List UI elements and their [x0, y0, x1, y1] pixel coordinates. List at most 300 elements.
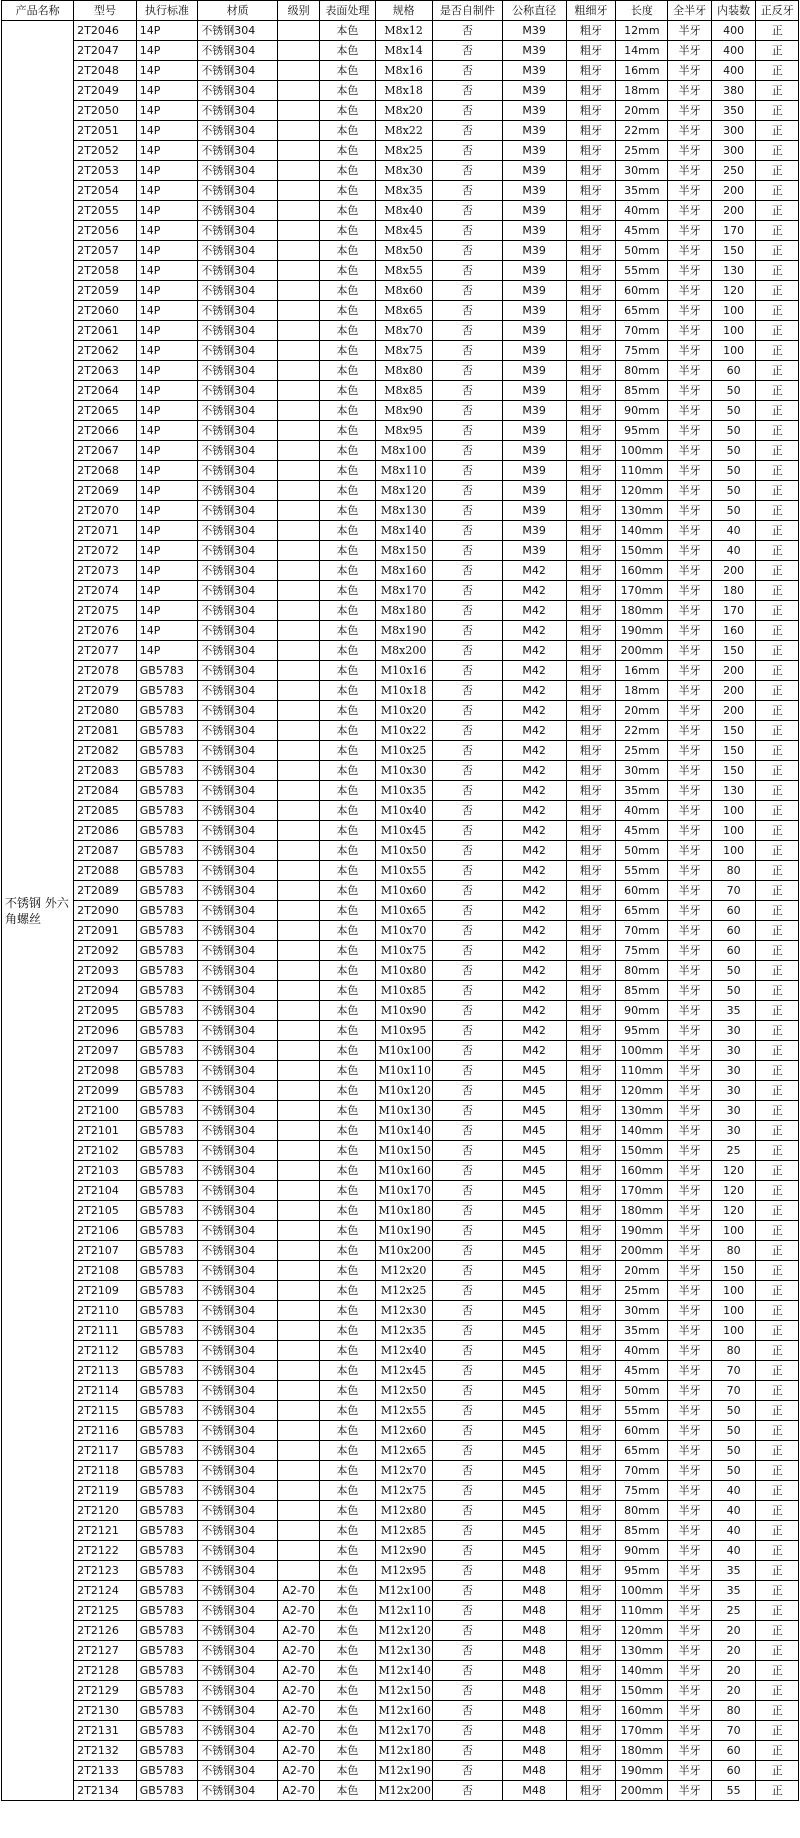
cell-thread-pitch: 粗牙	[566, 161, 616, 181]
cell-thread-type: 半牙	[668, 961, 712, 981]
cell-nominal-diameter: M42	[502, 961, 566, 981]
cell-thread-pitch: 粗牙	[566, 1541, 616, 1561]
cell-nominal-diameter: M39	[502, 21, 566, 41]
cell-length: 110mm	[616, 1061, 668, 1081]
cell-model: 2T2093	[74, 961, 137, 981]
cell-surface: 本色	[320, 1401, 375, 1421]
cell-thread-type: 半牙	[668, 1221, 712, 1241]
table-row	[2, 1661, 799, 1681]
cell-spec: M12x55	[375, 1401, 432, 1421]
cell-surface: 本色	[320, 1321, 375, 1341]
cell-pack-qty: 400	[711, 21, 756, 41]
cell-standard: 14P	[136, 301, 198, 321]
cell-thread-pitch: 粗牙	[566, 1601, 616, 1621]
cell-thread-pitch: 粗牙	[566, 941, 616, 961]
cell-material: 不锈钢304	[198, 141, 278, 161]
cell-thread-type: 半牙	[668, 501, 712, 521]
cell-nominal-diameter: M45	[502, 1181, 566, 1201]
cell-material: 不锈钢304	[198, 781, 278, 801]
cell-surface: 本色	[320, 101, 375, 121]
cell-material: 不锈钢304	[198, 1121, 278, 1141]
cell-self-made: 否	[432, 1381, 502, 1401]
cell-thread-pitch: 粗牙	[566, 321, 616, 341]
cell-thread-direction: 正	[756, 1041, 799, 1061]
cell-standard: GB5783	[136, 1581, 198, 1601]
cell-nominal-diameter: M48	[502, 1641, 566, 1661]
cell-surface: 本色	[320, 1741, 375, 1761]
cell-pack-qty: 200	[711, 181, 756, 201]
table-row	[2, 741, 799, 761]
cell-nominal-diameter: M48	[502, 1581, 566, 1601]
cell-grade	[277, 621, 319, 641]
cell-thread-pitch: 粗牙	[566, 1001, 616, 1021]
cell-length: 30mm	[616, 1301, 668, 1321]
cell-nominal-diameter: M42	[502, 701, 566, 721]
cell-self-made: 否	[432, 781, 502, 801]
cell-thread-type: 半牙	[668, 601, 712, 621]
cell-standard: 14P	[136, 101, 198, 121]
cell-self-made: 否	[432, 901, 502, 921]
cell-thread-type: 半牙	[668, 941, 712, 961]
cell-surface: 本色	[320, 1641, 375, 1661]
cell-surface: 本色	[320, 1721, 375, 1741]
cell-self-made: 否	[432, 961, 502, 981]
cell-thread-type: 半牙	[668, 1501, 712, 1521]
cell-thread-pitch: 粗牙	[566, 961, 616, 981]
table-row	[2, 701, 799, 721]
cell-spec: M8x18	[375, 81, 432, 101]
cell-length: 35mm	[616, 181, 668, 201]
cell-self-made: 否	[432, 301, 502, 321]
cell-thread-pitch: 粗牙	[566, 1141, 616, 1161]
cell-surface: 本色	[320, 521, 375, 541]
cell-nominal-diameter: M45	[502, 1541, 566, 1561]
cell-spec: M10x130	[375, 1101, 432, 1121]
cell-model: 2T2081	[74, 721, 137, 741]
cell-material: 不锈钢304	[198, 1741, 278, 1761]
cell-thread-direction: 正	[756, 1561, 799, 1581]
cell-grade	[277, 301, 319, 321]
cell-pack-qty: 80	[711, 1701, 756, 1721]
cell-thread-type: 半牙	[668, 1041, 712, 1061]
cell-model: 2T2113	[74, 1361, 137, 1381]
cell-model: 2T2061	[74, 321, 137, 341]
cell-nominal-diameter: M39	[502, 181, 566, 201]
cell-self-made: 否	[432, 461, 502, 481]
cell-nominal-diameter: M42	[502, 661, 566, 681]
cell-standard: 14P	[136, 541, 198, 561]
cell-thread-direction: 正	[756, 61, 799, 81]
cell-standard: 14P	[136, 341, 198, 361]
cell-thread-direction: 正	[756, 1021, 799, 1041]
cell-grade	[277, 701, 319, 721]
header-standard: 执行标准	[136, 1, 198, 21]
cell-model: 2T2120	[74, 1501, 137, 1521]
cell-model: 2T2054	[74, 181, 137, 201]
cell-material: 不锈钢304	[198, 1621, 278, 1641]
cell-length: 120mm	[616, 1621, 668, 1641]
cell-length: 35mm	[616, 1321, 668, 1341]
cell-thread-type: 半牙	[668, 241, 712, 261]
cell-self-made: 否	[432, 521, 502, 541]
table-row	[2, 141, 799, 161]
cell-pack-qty: 20	[711, 1661, 756, 1681]
cell-self-made: 否	[432, 1021, 502, 1041]
cell-surface: 本色	[320, 1181, 375, 1201]
cell-grade	[277, 1461, 319, 1481]
cell-thread-pitch: 粗牙	[566, 421, 616, 441]
cell-nominal-diameter: M48	[502, 1761, 566, 1781]
table-row	[2, 1181, 799, 1201]
table-row	[2, 1521, 799, 1541]
cell-thread-type: 半牙	[668, 1061, 712, 1081]
cell-thread-direction: 正	[756, 181, 799, 201]
cell-standard: 14P	[136, 141, 198, 161]
cell-model: 2T2112	[74, 1341, 137, 1361]
cell-material: 不锈钢304	[198, 321, 278, 341]
cell-standard: GB5783	[136, 941, 198, 961]
cell-thread-type: 半牙	[668, 1401, 712, 1421]
cell-thread-type: 半牙	[668, 1521, 712, 1541]
cell-nominal-diameter: M39	[502, 321, 566, 341]
cell-thread-pitch: 粗牙	[566, 401, 616, 421]
cell-thread-pitch: 粗牙	[566, 1761, 616, 1781]
cell-length: 65mm	[616, 1441, 668, 1461]
table-row	[2, 681, 799, 701]
cell-thread-direction: 正	[756, 1541, 799, 1561]
cell-material: 不锈钢304	[198, 1301, 278, 1321]
cell-standard: GB5783	[136, 821, 198, 841]
cell-thread-pitch: 粗牙	[566, 521, 616, 541]
cell-standard: GB5783	[136, 741, 198, 761]
cell-pack-qty: 170	[711, 221, 756, 241]
table-row	[2, 1301, 799, 1321]
cell-self-made: 否	[432, 1401, 502, 1421]
cell-self-made: 否	[432, 721, 502, 741]
cell-pack-qty: 80	[711, 1341, 756, 1361]
cell-thread-pitch: 粗牙	[566, 621, 616, 641]
cell-surface: 本色	[320, 41, 375, 61]
cell-pack-qty: 25	[711, 1601, 756, 1621]
cell-length: 95mm	[616, 1561, 668, 1581]
cell-nominal-diameter: M39	[502, 281, 566, 301]
cell-thread-direction: 正	[756, 1181, 799, 1201]
cell-material: 不锈钢304	[198, 1581, 278, 1601]
table-row	[2, 1281, 799, 1301]
table-row	[2, 1261, 799, 1281]
cell-length: 160mm	[616, 1161, 668, 1181]
cell-surface: 本色	[320, 981, 375, 1001]
cell-self-made: 否	[432, 701, 502, 721]
cell-spec: M12x200	[375, 1781, 432, 1801]
cell-material: 不锈钢304	[198, 61, 278, 81]
cell-model: 2T2114	[74, 1381, 137, 1401]
cell-model: 2T2118	[74, 1461, 137, 1481]
cell-grade	[277, 1521, 319, 1541]
table-row	[2, 1501, 799, 1521]
cell-model: 2T2125	[74, 1601, 137, 1621]
cell-standard: GB5783	[136, 1681, 198, 1701]
cell-spec: M8x100	[375, 441, 432, 461]
cell-model: 2T2094	[74, 981, 137, 1001]
cell-thread-type: 半牙	[668, 1161, 712, 1181]
cell-length: 45mm	[616, 821, 668, 841]
cell-surface: 本色	[320, 1341, 375, 1361]
cell-thread-direction: 正	[756, 821, 799, 841]
table-row	[2, 1581, 799, 1601]
cell-length: 65mm	[616, 301, 668, 321]
cell-grade	[277, 601, 319, 621]
table-row	[2, 1781, 799, 1801]
cell-spec: M10x45	[375, 821, 432, 841]
cell-material: 不锈钢304	[198, 981, 278, 1001]
cell-thread-type: 半牙	[668, 1601, 712, 1621]
cell-material: 不锈钢304	[198, 1361, 278, 1381]
cell-surface: 本色	[320, 961, 375, 981]
cell-self-made: 否	[432, 361, 502, 381]
cell-thread-direction: 正	[756, 1761, 799, 1781]
cell-length: 25mm	[616, 1281, 668, 1301]
cell-grade	[277, 641, 319, 661]
table-row	[2, 321, 799, 341]
cell-material: 不锈钢304	[198, 1241, 278, 1261]
cell-thread-pitch: 粗牙	[566, 1501, 616, 1521]
cell-thread-type: 半牙	[668, 1561, 712, 1581]
cell-thread-type: 半牙	[668, 261, 712, 281]
cell-thread-pitch: 粗牙	[566, 1381, 616, 1401]
cell-standard: 14P	[136, 221, 198, 241]
cell-thread-type: 半牙	[668, 281, 712, 301]
cell-surface: 本色	[320, 261, 375, 281]
cell-nominal-diameter: M42	[502, 921, 566, 941]
cell-surface: 本色	[320, 781, 375, 801]
cell-material: 不锈钢304	[198, 121, 278, 141]
cell-surface: 本色	[320, 681, 375, 701]
cell-self-made: 否	[432, 1281, 502, 1301]
cell-thread-direction: 正	[756, 781, 799, 801]
cell-thread-type: 半牙	[668, 1641, 712, 1661]
cell-pack-qty: 350	[711, 101, 756, 121]
cell-standard: 14P	[136, 21, 198, 41]
cell-pack-qty: 150	[711, 1261, 756, 1281]
cell-spec: M8x95	[375, 421, 432, 441]
cell-thread-pitch: 粗牙	[566, 441, 616, 461]
cell-thread-pitch: 粗牙	[566, 1461, 616, 1481]
cell-grade	[277, 541, 319, 561]
cell-standard: 14P	[136, 261, 198, 281]
cell-thread-direction: 正	[756, 281, 799, 301]
cell-grade	[277, 1301, 319, 1321]
cell-length: 190mm	[616, 1761, 668, 1781]
cell-grade: A2-70	[277, 1601, 319, 1621]
cell-standard: GB5783	[136, 861, 198, 881]
cell-spec: M12x35	[375, 1321, 432, 1341]
cell-material: 不锈钢304	[198, 101, 278, 121]
cell-length: 20mm	[616, 101, 668, 121]
cell-spec: M10x50	[375, 841, 432, 861]
cell-material: 不锈钢304	[198, 621, 278, 641]
cell-thread-pitch: 粗牙	[566, 1021, 616, 1041]
cell-spec: M8x20	[375, 101, 432, 121]
cell-spec: M12x95	[375, 1561, 432, 1581]
cell-thread-pitch: 粗牙	[566, 701, 616, 721]
cell-thread-direction: 正	[756, 941, 799, 961]
cell-standard: 14P	[136, 621, 198, 641]
cell-nominal-diameter: M45	[502, 1381, 566, 1401]
cell-self-made: 否	[432, 681, 502, 701]
cell-thread-type: 半牙	[668, 881, 712, 901]
cell-material: 不锈钢304	[198, 941, 278, 961]
cell-nominal-diameter: M39	[502, 261, 566, 281]
cell-thread-direction: 正	[756, 1221, 799, 1241]
cell-length: 170mm	[616, 1181, 668, 1201]
cell-thread-type: 半牙	[668, 81, 712, 101]
cell-thread-direction: 正	[756, 1001, 799, 1021]
cell-thread-type: 半牙	[668, 481, 712, 501]
cell-nominal-diameter: M42	[502, 881, 566, 901]
cell-spec: M8x70	[375, 321, 432, 341]
cell-model: 2T2099	[74, 1081, 137, 1101]
cell-thread-pitch: 粗牙	[566, 1421, 616, 1441]
cell-surface: 本色	[320, 1361, 375, 1381]
cell-model: 2T2117	[74, 1441, 137, 1461]
cell-grade	[277, 1541, 319, 1561]
cell-thread-type: 半牙	[668, 701, 712, 721]
cell-surface: 本色	[320, 1581, 375, 1601]
cell-standard: GB5783	[136, 681, 198, 701]
cell-length: 80mm	[616, 1501, 668, 1521]
cell-self-made: 否	[432, 1321, 502, 1341]
cell-self-made: 否	[432, 321, 502, 341]
cell-model: 2T2090	[74, 901, 137, 921]
cell-thread-direction: 正	[756, 1781, 799, 1801]
cell-grade	[277, 501, 319, 521]
cell-surface: 本色	[320, 581, 375, 601]
cell-standard: GB5783	[136, 921, 198, 941]
cell-standard: GB5783	[136, 981, 198, 1001]
cell-thread-direction: 正	[756, 341, 799, 361]
cell-thread-type: 半牙	[668, 861, 712, 881]
cell-material: 不锈钢304	[198, 641, 278, 661]
cell-thread-type: 半牙	[668, 981, 712, 1001]
cell-standard: GB5783	[136, 1701, 198, 1721]
cell-spec: M8x120	[375, 481, 432, 501]
cell-spec: M8x110	[375, 461, 432, 481]
cell-thread-type: 半牙	[668, 1781, 712, 1801]
cell-standard: GB5783	[136, 1161, 198, 1181]
cell-length: 90mm	[616, 401, 668, 421]
cell-model: 2T2060	[74, 301, 137, 321]
cell-spec: M12x20	[375, 1261, 432, 1281]
cell-grade	[277, 1361, 319, 1381]
cell-material: 不锈钢304	[198, 281, 278, 301]
cell-surface: 本色	[320, 1661, 375, 1681]
cell-pack-qty: 30	[711, 1081, 756, 1101]
cell-material: 不锈钢304	[198, 21, 278, 41]
cell-thread-type: 半牙	[668, 1321, 712, 1341]
cell-spec: M8x60	[375, 281, 432, 301]
table-row	[2, 1201, 799, 1221]
header-self-made: 是否自制件	[432, 1, 502, 21]
cell-material: 不锈钢304	[198, 741, 278, 761]
cell-surface: 本色	[320, 501, 375, 521]
cell-thread-direction: 正	[756, 761, 799, 781]
cell-self-made: 否	[432, 861, 502, 881]
cell-grade	[277, 1081, 319, 1101]
cell-thread-direction: 正	[756, 1421, 799, 1441]
cell-spec: M10x25	[375, 741, 432, 761]
cell-self-made: 否	[432, 161, 502, 181]
cell-standard: GB5783	[136, 761, 198, 781]
cell-material: 不锈钢304	[198, 1501, 278, 1521]
cell-grade	[277, 821, 319, 841]
cell-grade	[277, 1281, 319, 1301]
cell-thread-pitch: 粗牙	[566, 1281, 616, 1301]
table-row	[2, 961, 799, 981]
cell-thread-pitch: 粗牙	[566, 1481, 616, 1501]
cell-self-made: 否	[432, 61, 502, 81]
cell-material: 不锈钢304	[198, 1561, 278, 1581]
cell-pack-qty: 170	[711, 601, 756, 621]
cell-nominal-diameter: M39	[502, 541, 566, 561]
cell-thread-type: 半牙	[668, 621, 712, 641]
cell-surface: 本色	[320, 1241, 375, 1261]
cell-model: 2T2082	[74, 741, 137, 761]
cell-grade	[277, 981, 319, 1001]
cell-spec: M10x65	[375, 901, 432, 921]
cell-surface: 本色	[320, 1161, 375, 1181]
cell-thread-direction: 正	[756, 1141, 799, 1161]
cell-pack-qty: 200	[711, 681, 756, 701]
cell-pack-qty: 35	[711, 1001, 756, 1021]
cell-surface: 本色	[320, 121, 375, 141]
cell-standard: GB5783	[136, 1641, 198, 1661]
cell-material: 不锈钢304	[198, 1041, 278, 1061]
cell-thread-pitch: 粗牙	[566, 181, 616, 201]
cell-length: 60mm	[616, 281, 668, 301]
cell-self-made: 否	[432, 981, 502, 1001]
table-row	[2, 1461, 799, 1481]
cell-model: 2T2092	[74, 941, 137, 961]
cell-pack-qty: 180	[711, 581, 756, 601]
cell-material: 不锈钢304	[198, 541, 278, 561]
cell-surface: 本色	[320, 901, 375, 921]
cell-thread-pitch: 粗牙	[566, 1261, 616, 1281]
cell-grade	[277, 921, 319, 941]
cell-model: 2T2104	[74, 1181, 137, 1201]
cell-thread-type: 半牙	[668, 21, 712, 41]
cell-grade	[277, 141, 319, 161]
cell-self-made: 否	[432, 1481, 502, 1501]
cell-thread-type: 半牙	[668, 141, 712, 161]
cell-grade	[277, 321, 319, 341]
cell-thread-direction: 正	[756, 1701, 799, 1721]
cell-pack-qty: 30	[711, 1061, 756, 1081]
header-model: 型号	[74, 1, 137, 21]
table-row	[2, 1481, 799, 1501]
cell-thread-pitch: 粗牙	[566, 81, 616, 101]
cell-self-made: 否	[432, 261, 502, 281]
cell-pack-qty: 100	[711, 341, 756, 361]
cell-length: 75mm	[616, 341, 668, 361]
cell-thread-pitch: 粗牙	[566, 41, 616, 61]
cell-model: 2T2116	[74, 1421, 137, 1441]
cell-self-made: 否	[432, 441, 502, 461]
cell-spec: M12x170	[375, 1721, 432, 1741]
cell-model: 2T2055	[74, 201, 137, 221]
cell-grade	[277, 1201, 319, 1221]
cell-thread-pitch: 粗牙	[566, 461, 616, 481]
